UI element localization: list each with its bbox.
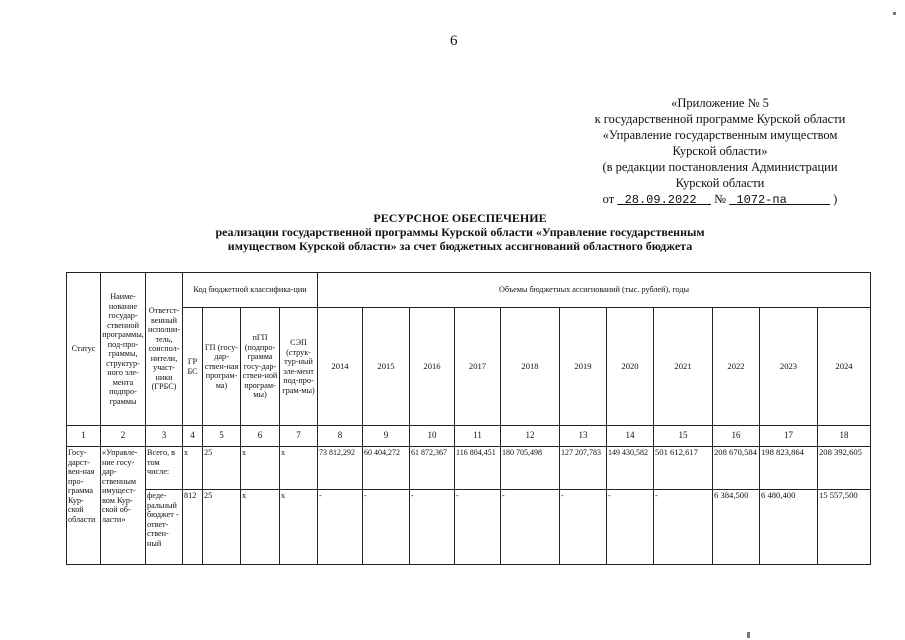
appendix-line: «Управление государственным имуществом: [602, 128, 838, 142]
row-value: -: [560, 490, 607, 565]
row-value: -: [654, 490, 713, 565]
program-name: «Управле-ние госу-дар-ственным имущест-вом Кур-ской об-ласти»: [101, 447, 146, 565]
row-gp: 25: [203, 490, 241, 565]
row-grbs: x: [183, 447, 203, 490]
document-title: [160, 211, 760, 253]
table-row-total: [67, 447, 871, 490]
header-year: 2016: [410, 308, 455, 426]
page-number: 6: [450, 33, 458, 49]
column-number: 17: [760, 426, 818, 447]
row-value: 60 404,272: [363, 447, 410, 490]
row-value: 61 872,367: [410, 447, 455, 490]
column-number-row: [67, 426, 871, 447]
header-year: 2015: [363, 308, 410, 426]
column-number: 6: [241, 426, 280, 447]
closing-paren: ): [833, 192, 838, 206]
header-pgp: пГП (подпро-грамма госу-дар-ствен-ной програм-мы): [241, 308, 280, 426]
appendix-block: [585, 95, 855, 208]
row-value: -: [607, 490, 654, 565]
header-volumes: Объемы бюджетных ассигнований (тыс. рублей), годы: [318, 273, 871, 308]
row-value: 208 670,584: [713, 447, 760, 490]
column-number: 12: [501, 426, 560, 447]
row-gp: 25: [203, 447, 241, 490]
row-value: 15 557,500: [818, 490, 871, 565]
row-value: 149 430,582: [607, 447, 654, 490]
row-value: 180 705,498: [501, 447, 560, 490]
header-row-1: [67, 273, 871, 308]
row-value: 501 612,617: [654, 447, 713, 490]
header-name: Наиме-нование государ-ственной программы, под-про-граммы, структур-ного эле-мента подпро-граммы: [101, 273, 146, 426]
header-sep: СЭП (струк-тур-ный эле-мент под-про-грам-мы): [280, 308, 318, 426]
row-value: 116 804,451: [455, 447, 501, 490]
header-year: 2020: [607, 308, 654, 426]
header-year: 2014: [318, 308, 363, 426]
column-number: 11: [455, 426, 501, 447]
number-prefix: №: [714, 192, 727, 206]
column-number: 13: [560, 426, 607, 447]
column-number: 3: [146, 426, 183, 447]
header-kbk: Код бюджетной классифика-ции: [183, 273, 318, 308]
row-value: 198 823,864: [760, 447, 818, 490]
row-value: -: [318, 490, 363, 565]
row-value: 6 480,400: [760, 490, 818, 565]
row-value: 127 207,783: [560, 447, 607, 490]
header-year: 2017: [455, 308, 501, 426]
header-year: 2024: [818, 308, 871, 426]
column-number: 15: [654, 426, 713, 447]
header-gp: ГП (госу-дар-ствен-ная програм-ма): [203, 308, 241, 426]
scan-artifact: [893, 12, 896, 15]
row-value: 6 384,500: [713, 490, 760, 565]
header-row-2: [67, 308, 871, 426]
column-number: 8: [318, 426, 363, 447]
row-sep: x: [280, 490, 318, 565]
title-line-3: имуществом Курской области» за счет бюджетных ассигнований областного бюджета: [227, 239, 693, 253]
column-number: 10: [410, 426, 455, 447]
title-line-2: реализации государственной программы Курской области «Управление государственным: [215, 225, 705, 239]
program-status: Госу-дарст-вен-ная про-грамма Кур-ской области: [67, 447, 101, 565]
appendix-line: «Приложение № 5: [671, 96, 769, 110]
header-year: 2023: [760, 308, 818, 426]
appendix-line: Курской области»: [672, 144, 768, 158]
column-number: 1: [67, 426, 101, 447]
header-grbs: ГР БС: [183, 308, 203, 426]
column-number: 4: [183, 426, 203, 447]
row-pgp: x: [241, 490, 280, 565]
header-year: 2022: [713, 308, 760, 426]
row-value: 73 812,292: [318, 447, 363, 490]
decree-number: 1072-па: [736, 193, 787, 207]
title-line-1: РЕСУРСНОЕ ОБЕСПЕЧЕНИЕ: [373, 211, 547, 225]
row-sep: x: [280, 447, 318, 490]
scan-artifact: [747, 632, 750, 638]
column-number: 14: [607, 426, 654, 447]
budget-table: [66, 272, 871, 565]
header-responsible: Ответст-венный исполни-тель, соиспол-нители, участ-ники (ГРБС): [146, 273, 183, 426]
column-number: 2: [101, 426, 146, 447]
row-pgp: x: [241, 447, 280, 490]
header-status: Статус: [67, 273, 101, 426]
row-value: 208 392,605: [818, 447, 871, 490]
header-year: 2021: [654, 308, 713, 426]
appendix-line: к государственной программе Курской области: [594, 112, 846, 126]
row-responsible: феде-ральный бюджет - ответ-ствен-ный: [146, 490, 183, 565]
table-row-federal: [67, 490, 871, 565]
row-value: -: [363, 490, 410, 565]
column-number: 16: [713, 426, 760, 447]
decree-date: 28.09.2022: [624, 193, 697, 207]
row-value: -: [455, 490, 501, 565]
row-value: -: [410, 490, 455, 565]
column-number: 7: [280, 426, 318, 447]
column-number: 5: [203, 426, 241, 447]
header-year: 2018: [501, 308, 560, 426]
column-number: 9: [363, 426, 410, 447]
decree-date-line: [585, 191, 855, 208]
date-prefix: от: [602, 192, 615, 206]
row-grbs: 812: [183, 490, 203, 565]
row-responsible: Всего, в том числе:: [146, 447, 183, 490]
header-year: 2019: [560, 308, 607, 426]
column-number: 18: [818, 426, 871, 447]
appendix-line: (в редакции постановления Администрации: [602, 160, 838, 174]
row-value: -: [501, 490, 560, 565]
appendix-line: Курской области: [675, 176, 765, 190]
